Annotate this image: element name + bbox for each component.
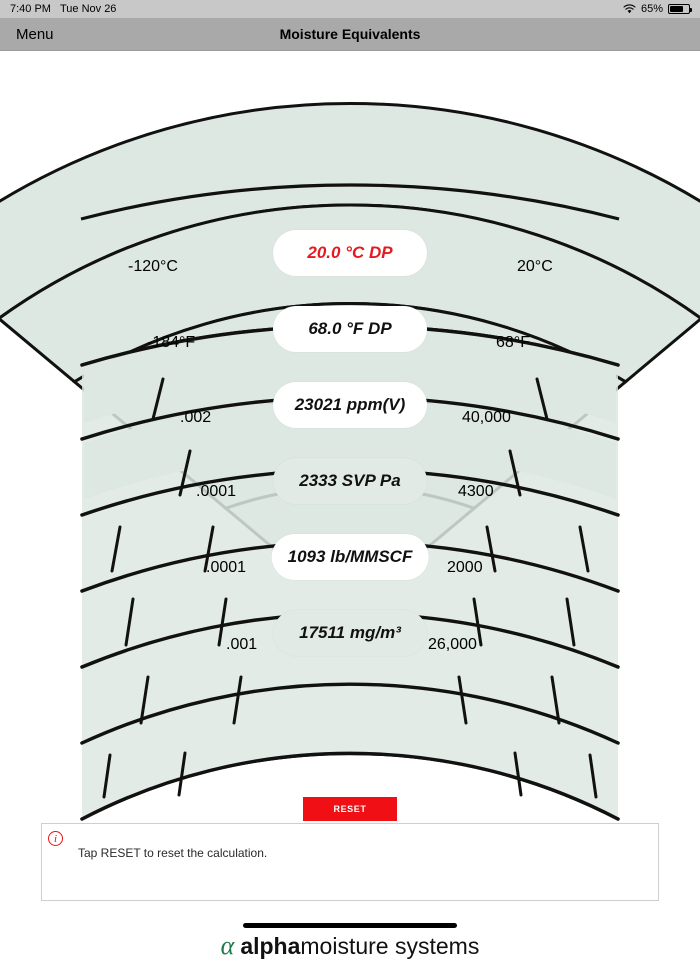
- value-svp[interactable]: 2333 SVP Pa: [273, 458, 427, 504]
- value-dewpoint-celsius[interactable]: 20.0 °C DP: [273, 230, 427, 276]
- brand-footer: [0, 931, 700, 961]
- label-lb-left: .0001: [206, 559, 247, 576]
- page-title: Moisture Equivalents: [279, 26, 421, 42]
- label-dewpoint-celsius-right: 20°C: [517, 258, 553, 275]
- value-ppm-volume[interactable]: 23021 ppm(V): [273, 382, 427, 428]
- status-time: 7:40 PM: [10, 3, 51, 15]
- label-svp-right: 4300: [458, 483, 494, 500]
- status-bar-right: [623, 3, 690, 15]
- brand-name-bold: alpha: [240, 932, 301, 959]
- label-ppm-left: .002: [180, 409, 212, 426]
- status-date: Tue Nov 26: [59, 3, 117, 15]
- value-mg-per-m3[interactable]: 17511 mg/m³: [273, 610, 427, 656]
- label-lb-right: 2000: [447, 559, 483, 576]
- brand-name-rest: moisture systems: [300, 932, 480, 959]
- label-mg-right: 26,000: [428, 636, 477, 653]
- info-icon: i: [48, 831, 63, 846]
- status-bar-left: [10, 3, 116, 15]
- battery-icon: [668, 4, 690, 14]
- value-dewpoint-fahrenheit[interactable]: 68.0 °F DP: [273, 306, 427, 352]
- navigation-bar: [0, 18, 700, 51]
- label-dewpoint-fahrenheit-left: -184°F: [147, 334, 196, 351]
- main-content: [0, 51, 700, 960]
- info-panel: [41, 823, 659, 901]
- brand-name: [240, 933, 479, 960]
- value-lb-mmscf[interactable]: 1093 lb/MMSCF: [272, 534, 429, 580]
- label-mg-left: .001: [226, 636, 258, 653]
- status-bar: [0, 0, 700, 18]
- reset-button[interactable]: RESET: [303, 797, 397, 821]
- label-dewpoint-celsius-left: -120°C: [128, 258, 178, 275]
- battery-percent: 65%: [640, 3, 663, 15]
- moisture-dial[interactable]: [0, 179, 700, 779]
- wifi-icon: [623, 4, 636, 14]
- alpha-symbol-icon: α: [220, 931, 235, 960]
- label-ppm-right: 40,000: [462, 409, 511, 426]
- label-svp-left: .0001: [196, 483, 237, 500]
- info-text: Tap RESET to reset the calculation.: [78, 846, 268, 860]
- menu-button[interactable]: Menu: [16, 25, 54, 43]
- home-indicator[interactable]: [243, 923, 457, 928]
- label-dewpoint-fahrenheit-right: 68°F: [496, 334, 530, 351]
